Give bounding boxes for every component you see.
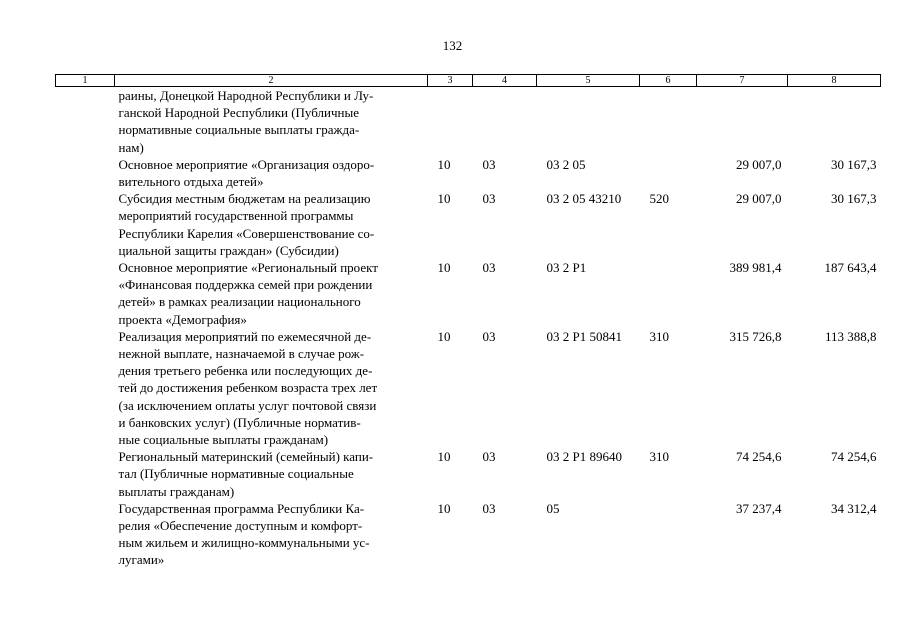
item-name-line: раины, Донецкой Народной Республики и Лу-: [118, 88, 374, 103]
page-number: 132: [442, 38, 463, 53]
table-body: [56, 87, 881, 569]
amount-year-1-cell: 315 726,8: [729, 328, 782, 344]
table-row: [56, 448, 881, 500]
item-name-line: проекта «Демография»: [118, 311, 247, 327]
amount-year-2-cell: 30 167,3: [831, 156, 877, 172]
amount-year-1-cell: 74 254,6: [736, 449, 782, 465]
item-name-line: Республики Карелия «Совершенствование со-: [118, 225, 375, 241]
target-article-cell: 03 2 Р1: [546, 260, 587, 276]
row-number-cell: [56, 156, 115, 190]
amount-year-1-cell: 29 007,0: [736, 191, 782, 207]
column-header-7: 7: [697, 75, 788, 87]
section-cell: [428, 87, 473, 156]
item-name-line: Региональный материнский (семейный) капи-: [118, 449, 374, 465]
amount-year-2-cell: 74 254,6: [831, 449, 877, 465]
column-header-3: 3: [428, 75, 473, 87]
item-name-line: нежной выплате, назначаемой в случае рож-: [118, 346, 365, 362]
subsection-cell: 03: [482, 156, 496, 172]
amount-year-2-cell: 34 312,4: [831, 500, 877, 516]
item-name-line: детей» в рамках реализации национального: [118, 294, 361, 310]
column-header-4: 4: [473, 75, 537, 87]
budget-table: [55, 74, 881, 569]
item-name-cell: [115, 448, 428, 500]
row-number-cell: [56, 190, 115, 259]
row-number-cell: [56, 87, 115, 156]
target-article-cell: 03 2 Р1 50841: [546, 328, 622, 344]
amount-year-1-cell: 37 237,4: [736, 500, 782, 516]
amount-year-1-cell: 29 007,0: [736, 156, 782, 172]
column-header-1: 1: [56, 75, 115, 87]
item-name-line: Государственная программа Республики Ка-: [118, 500, 365, 516]
target-article-cell: 05: [546, 500, 560, 516]
expense-type-cell: 310: [649, 328, 669, 344]
item-name-line: мероприятий государственной программы: [118, 208, 354, 224]
expense-type-cell: 310: [649, 449, 669, 465]
subsection-cell: 03: [482, 191, 496, 207]
item-name-line: Субсидия местным бюджетам на реализацию: [118, 191, 371, 207]
item-name-cell: [115, 190, 428, 259]
item-name-line: дения третьего ребенка или последующих де-: [118, 363, 373, 379]
column-header-2: 2: [115, 75, 428, 87]
subsection-cell: [473, 87, 537, 156]
item-name-line: циальной защиты граждан» (Субсидии): [118, 242, 339, 258]
table-row: [56, 500, 881, 569]
item-name-line: лугами»: [118, 552, 165, 568]
amount-year-1-cell: 389 981,4: [729, 260, 782, 276]
table-row: [56, 328, 881, 448]
subsection-cell: 03: [482, 260, 496, 276]
section-cell: 10: [437, 449, 451, 465]
expense-type-cell: [640, 156, 697, 190]
item-name-line: ганской Народной Республики (Публичные: [118, 105, 359, 121]
item-name-cell: [115, 328, 428, 448]
amount-year-2-cell: 30 167,3: [831, 191, 877, 207]
target-article-cell: 03 2 05 43210: [546, 191, 622, 207]
item-name-line: ным жильем и жилищно-коммунальными ус-: [118, 535, 370, 551]
expense-type-cell: 520: [649, 191, 669, 207]
item-name-line: Основное мероприятие «Организация оздоро-: [118, 156, 375, 172]
column-header-5: 5: [537, 75, 640, 87]
item-name-line: тей до достижения ребенком возраста трех лет: [118, 380, 378, 396]
item-name-line: тал (Публичные нормативные социальные: [118, 466, 354, 482]
item-name-line: нам): [118, 139, 144, 155]
target-article-cell: 03 2 05: [546, 156, 586, 172]
section-cell: 10: [437, 500, 451, 516]
row-number-cell: [56, 259, 115, 328]
column-number-header-row: [56, 75, 881, 87]
item-name-line: ные социальные выплаты гражданам): [118, 432, 329, 448]
target-article-cell: [537, 87, 640, 156]
table-row: [56, 259, 881, 328]
row-number-cell: [56, 328, 115, 448]
item-name-line: релия «Обеспечение доступным и комфорт-: [118, 518, 363, 534]
column-header-8: 8: [788, 75, 881, 87]
section-cell: 10: [437, 260, 451, 276]
item-name-cell: [115, 87, 428, 156]
row-number-cell: [56, 448, 115, 500]
item-name-cell: [115, 156, 428, 190]
item-name-line: выплаты гражданам): [118, 483, 235, 499]
amount-year-2-cell: [788, 87, 881, 156]
item-name-line: «Финансовая поддержка семей при рождении: [118, 277, 373, 293]
amount-year-2-cell: 187 643,4: [824, 260, 877, 276]
row-number-cell: [56, 500, 115, 569]
item-name-cell: [115, 500, 428, 569]
table-row: [56, 87, 881, 156]
subsection-cell: 03: [482, 449, 496, 465]
amount-year-2-cell: 113 388,8: [824, 328, 877, 344]
section-cell: 10: [437, 191, 451, 207]
amount-year-1-cell: [697, 87, 788, 156]
expense-type-cell: [640, 87, 697, 156]
item-name-line: нормативные социальные выплаты гражда-: [118, 122, 360, 138]
item-name-line: (за исключением оплаты услуг почтовой связи: [118, 397, 377, 413]
table-row: [56, 156, 881, 190]
subsection-cell: 03: [482, 328, 496, 344]
item-name-line: и банковских услуг) (Публичные норматив-: [118, 414, 361, 430]
target-article-cell: 03 2 Р1 89640: [546, 449, 622, 465]
subsection-cell: 03: [482, 500, 496, 516]
section-cell: 10: [437, 328, 451, 344]
item-name-line: Основное мероприятие «Региональный проект: [118, 260, 378, 276]
item-name-cell: [115, 259, 428, 328]
item-name-line: Реализация мероприятий по ежемесячной де-: [118, 328, 372, 344]
table-row: [56, 190, 881, 259]
column-header-6: 6: [640, 75, 697, 87]
expense-type-cell: [640, 500, 697, 569]
section-cell: 10: [437, 156, 451, 172]
item-name-line: вительного отдыха детей»: [118, 174, 264, 190]
expense-type-cell: [640, 259, 697, 328]
